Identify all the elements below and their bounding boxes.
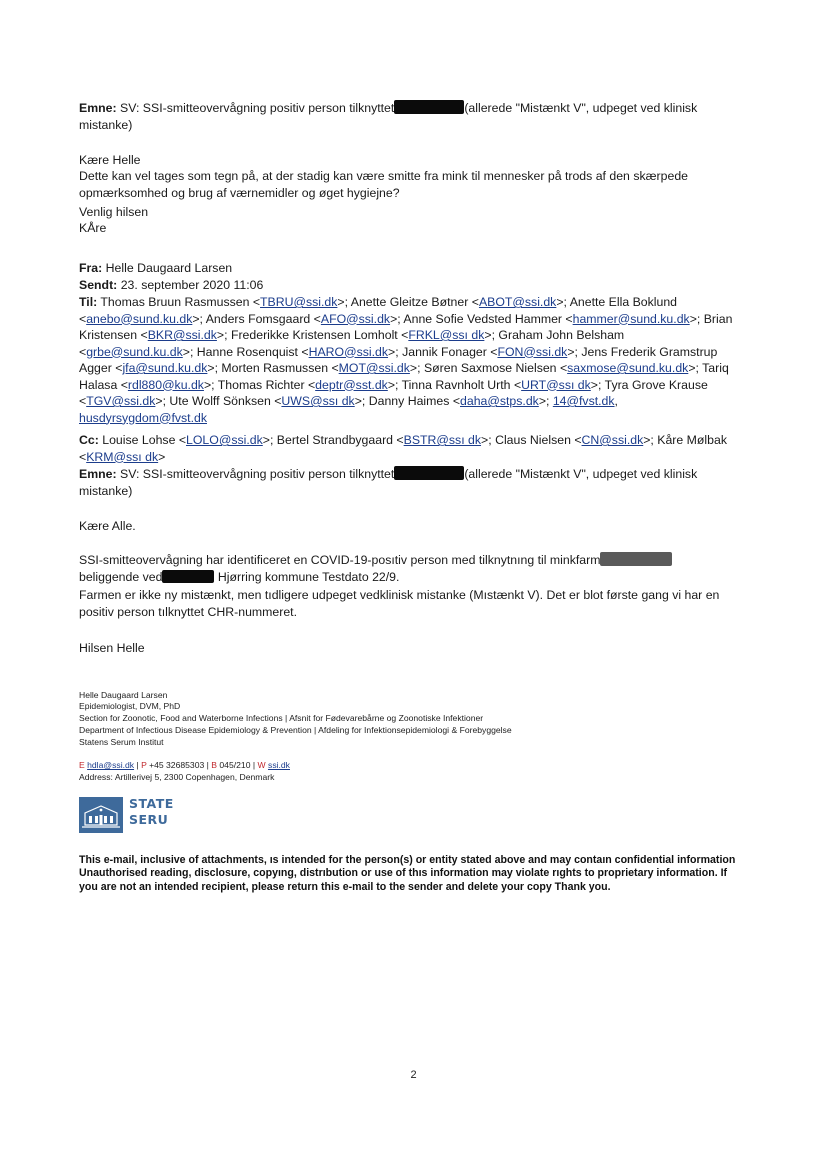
cc-recipient: Kåre Mølbak <KRM@ssı dk> xyxy=(79,433,727,464)
recipient-email-link[interactable]: 14@fvst.dk xyxy=(552,394,615,408)
email-label: E xyxy=(79,760,85,770)
signature-department: Department of Infectious Disease Epidemiology & Prevention | Afdeling for Infektionsepidemiologi & Forebyggelse xyxy=(79,725,512,735)
to-recipient: Morten Rasmussen <MOT@ssi.dk> xyxy=(221,361,418,375)
to-recipient: Anette Gleitze Bøtner <ABOT@ssi.dk> xyxy=(350,295,564,309)
to-recipient: Hanne Rosenquist <HARO@ssi.dk> xyxy=(196,344,396,359)
first-email-subject xyxy=(79,100,739,133)
recipient-email-link[interactable]: FON@ssi.dk xyxy=(497,344,568,359)
recipient-name: Morten Rasmussen xyxy=(221,361,329,375)
to-recipient: Anders Fomsgaard <AFO@ssi.dk> xyxy=(205,311,398,326)
recipient-name: Tariq Halasa xyxy=(79,361,729,392)
recipient-name: Anette Gleitze Bøtner xyxy=(350,295,469,309)
recipient-name: Tinna Ravnholt Urth xyxy=(401,377,511,392)
recipient-email-link[interactable]: URT@ssı dk xyxy=(521,377,591,392)
institute-building-icon xyxy=(79,797,123,833)
signature-section: Section for Zoonotic, Food and Waterborne Infections | Afsnit for Fødevarebårne og Zoonotiske Infektioner xyxy=(79,713,484,723)
recipient-email-link[interactable]: ABOT@ssi.dk xyxy=(478,295,557,309)
second-email-paragraph-2: Farmen er ikke ny mistænkt, men tıdligere udpeget vedklinisk mistanke (Mıstænkt V). Det er blot første gang vi har en positiv person tılknyttet CHR-nummeret. xyxy=(79,588,720,619)
redaction-bar xyxy=(600,552,672,566)
subject-label: Emne: xyxy=(79,101,117,115)
to-recipient: Anne Sofie Vedsted Hammer <hammer@sund.ku.dk> xyxy=(403,311,697,326)
cc-label: Cc: xyxy=(79,433,99,447)
recipient-name: Claus Nielsen xyxy=(495,433,571,447)
to-recipient: Jannik Fonager <FON@ssi.dk> xyxy=(402,344,575,359)
recipient-name: Frederikke Kristensen Lomholt xyxy=(230,328,398,342)
recipient-email-link[interactable]: daha@stps.dk xyxy=(460,394,539,408)
to-recipient: Thomas Richter <deptr@sst.dk> xyxy=(217,377,395,392)
header-sent xyxy=(79,277,739,294)
web-label: W xyxy=(257,760,266,770)
recipient-name: Brian Kristensen xyxy=(79,311,733,342)
header-subject xyxy=(79,466,739,499)
para1-text-a: SSI-smitteovervågning har identificeret en COVID-19-posıtiv person med tilknytnıng til minkfarm xyxy=(79,553,601,567)
recipient-email-link[interactable]: hammer@sund.ku.dk xyxy=(572,311,690,326)
signature-phone: +45 32685303 xyxy=(149,760,205,770)
subject-label: Emne: xyxy=(79,467,117,481)
signature-email-link[interactable]: hdla@ssi.dk xyxy=(87,760,135,770)
signature-web-link[interactable]: ssi.dk xyxy=(268,760,290,770)
subject-text-post: (allerede "Mistænkt V", udpeget ved klinisk mistanke) xyxy=(79,467,698,498)
cc-recipient: Claus Nielsen <CN@ssi.dk> xyxy=(495,433,651,447)
ssi-logo xyxy=(79,795,199,837)
subject-text-pre: SV: SSI-smitteovervågning positiv person tilknyttet xyxy=(120,467,395,481)
second-email-greeting: Kære Alle. xyxy=(79,519,136,533)
para1-text-b: beliggende ved xyxy=(79,569,163,584)
recipient-email-link[interactable]: jfa@sund.ku.dk xyxy=(122,361,208,375)
recipient-email-link[interactable]: MOT@ssi.dk xyxy=(338,361,410,375)
signature-contact-line: E hdla@ssi.dk | P +45 32685303 | B 045/210 | W ssi.dk xyxy=(79,760,290,770)
to-recipient: Brian Kristensen <BKR@ssi.dk> xyxy=(79,311,733,342)
recipient-name: Anne Sofie Vedsted Hammer xyxy=(403,311,563,326)
to-recipient: Jens Frederik Gramstrup Agger <jfa@sund.ku.dk> xyxy=(79,344,718,375)
to-recipient: Graham John Belsham <grbe@sund.ku.dk> xyxy=(79,328,625,359)
second-email-paragraph-1 xyxy=(79,552,739,585)
recipient-email-link[interactable]: FRKL@ssı dk xyxy=(408,328,485,342)
sent-value: 23. september 2020 11:06 xyxy=(120,278,264,292)
header-cc xyxy=(79,432,739,465)
phone-label: P xyxy=(141,760,147,770)
cc-recipient-list: Louise Lohse <LOLO@ssi.dk>; Bertel Strandbygaard <BSTR@ssı dk>; Claus Nielsen <CN@ssi.dk>; Kåre Mølbak <KRM@ssı dk> xyxy=(79,433,727,464)
header-to xyxy=(79,294,739,426)
header-from xyxy=(79,260,739,277)
first-email-greeting: Kære Helle xyxy=(79,153,141,167)
recipient-name: Jannik Fonager xyxy=(402,344,487,359)
to-recipient: Tariq Halasa <rdl880@ku.dk> xyxy=(79,361,729,392)
to-recipient: Ute Wolff Sönksen <UWS@ssı dk> xyxy=(169,394,362,408)
page-number: 2 xyxy=(410,1069,417,1081)
signature-building: 045/210 xyxy=(219,760,251,770)
recipient-email-link[interactable]: KRM@ssı dk xyxy=(86,449,159,464)
to-recipient: Frederikke Kristensen Lomholt <FRKL@ssı dk> xyxy=(230,328,492,342)
recipient-name: Anette Ella Boklund xyxy=(569,295,678,309)
building-label: B xyxy=(211,760,218,770)
cc-recipient: Louise Lohse <LOLO@ssi.dk> xyxy=(102,433,270,447)
recipient-email-link[interactable]: BSTR@ssı dk xyxy=(403,433,482,447)
recipient-email-link[interactable]: anebo@sund.ku.dk xyxy=(86,311,193,326)
signature-name: Helle Daugaard Larsen xyxy=(79,690,168,700)
from-value: Helle Daugaard Larsen xyxy=(105,261,233,275)
recipient-name: Danny Haimes xyxy=(368,394,450,408)
logo-text-line-2: SERU xyxy=(129,812,169,827)
logo-text-line-1: STATE xyxy=(129,796,174,811)
recipient-email-link[interactable]: TBRU@ssi.dk xyxy=(260,295,338,309)
second-email-closing: Hilsen Helle xyxy=(79,641,145,655)
to-recipient: Søren Saxmose Nielsen <saxmose@sund.ku.dk> xyxy=(423,361,696,375)
first-email-body: Dette kan vel tages som tegn på, at der stadig kan være smitte fra mink til mennesker på trods af den skærpede opmærksomhed og brug af værnemidler og øget hygiejne? xyxy=(79,169,688,200)
redaction-bar xyxy=(162,570,214,583)
legal-disclaimer: This e-mail, inclusive of attachments, ıs intended for the person(s) or entity stated above and may contaın confidential information Unauthorised reading, disclosure, copyıng, distrıbution or use of thıs information may violate rıghts to proprietary information. If you are not an intended recipient, please return this e-mail to the sender and delete your copy Thank you. xyxy=(79,854,736,893)
recipient-name: Graham John Belsham xyxy=(498,328,625,342)
recipient-email-link[interactable]: HARO@ssi.dk xyxy=(308,344,389,359)
redaction-bar xyxy=(394,100,464,114)
recipient-name: Kåre Mølbak xyxy=(657,433,727,447)
to-recipient-list: Thomas Bruun Rasmussen <TBRU@ssi.dk>; Anette Gleitze Bøtner <ABOT@ssi.dk>; Anette Ella Boklund <anebo@sund.ku.dk>; Anders Fomsgaard <AFO@ssi.dk>; Anne Sofie Vedsted Hammer <hammer@sund.ku.dk>; Brian Kristensen <BKR@ssi.dk>; Frederikke Kristensen Lomholt <FRKL@ssı dk>; Graham John Belsham <grbe@sund.ku.dk>; Hanne Rosenquist <HARO@ssi.dk>; Jannik Fonager <FON@ssi.dk>; Jens Frederik Gramstrup Agger <jfa@sund.ku.dk>; Morten Rasmussen <MOT@ssi.dk>; Søren Saxmose Nielsen <saxmose@sund.ku.dk>; Tariq Halasa <rdl880@ku.dk>; Thomas Richter <deptr@sst.dk>; Tinna Ravnholt Urth <URT@ssı dk>; Tyra Grove Krause <TGV@ssi.dk>; Ute Wolff Sönksen <UWS@ssı dk>; Danny Haimes <daha@stps.dk>; 14@fvst.dk, husdyrsygdom@fvst.dk xyxy=(79,295,733,425)
recipient-name: Tyra Grove Krause xyxy=(604,377,708,392)
from-label: Fra: xyxy=(79,261,103,275)
first-email-sender: KÅre xyxy=(79,221,107,235)
signature-title: Epidemiologist, DVM, PhD xyxy=(79,701,181,711)
recipient-email-link[interactable]: saxmose@sund.ku.dk xyxy=(567,361,689,375)
recipient-name: Bertel Strandbygaard xyxy=(276,433,394,447)
sent-label: Sendt: xyxy=(79,278,118,292)
recipient-name: Jens Frederik Gramstrup Agger xyxy=(79,344,718,375)
recipient-email-link[interactable]: AFO@ssi.dk xyxy=(320,311,391,326)
recipient-name: Søren Saxmose Nielsen xyxy=(423,361,557,375)
recipient-email-link[interactable]: LOLO@ssi.dk xyxy=(186,433,263,447)
to-recipient: Danny Haimes <daha@stps.dk> xyxy=(368,394,546,408)
redaction-bar xyxy=(394,466,464,480)
para1-text-c: Hjørring kommune Testdato 22/9. xyxy=(217,569,400,584)
recipient-email-link[interactable]: TGV@ssi.dk xyxy=(86,394,156,408)
cc-recipient: Bertel Strandbygaard <BSTR@ssı dk> xyxy=(276,433,489,447)
recipient-email-link[interactable]: BKR@ssi.dk xyxy=(147,328,217,342)
recipient-email-link[interactable]: deptr@sst.dk xyxy=(315,377,388,392)
to-recipient: Tinna Ravnholt Urth <URT@ssı dk> xyxy=(401,377,598,392)
to-recipient: Anette Ella Boklund <anebo@sund.ku.dk> xyxy=(79,295,678,326)
to-recipient: Tyra Grove Krause <TGV@ssi.dk> xyxy=(79,377,708,408)
recipient-email-link[interactable]: grbe@sund.ku.dk xyxy=(86,344,183,359)
subject-text-post: (allerede "Mistænkt V", udpeget ved klinisk mistanke) xyxy=(79,101,698,132)
subject-text-pre: SV: SSI-smitteovervågning positiv person tilknyttet xyxy=(120,101,395,115)
recipient-name: Thomas Bruun Rasmussen xyxy=(100,295,250,309)
to-recipient: Thomas Bruun Rasmussen <TBRU@ssi.dk> xyxy=(100,295,345,309)
recipient-name: Thomas Richter xyxy=(217,377,305,392)
recipient-name: Ute Wolff Sönksen xyxy=(169,394,271,408)
recipient-email-link[interactable]: husdyrsygdom@fvst.dk xyxy=(79,410,207,425)
recipient-name: Hanne Rosenquist xyxy=(196,344,298,359)
recipient-name: Anders Fomsgaard xyxy=(205,311,311,326)
recipient-name: Louise Lohse xyxy=(102,433,176,447)
first-email-closing: Venlig hilsen xyxy=(79,205,149,219)
signature-institute: Statens Serum Institut xyxy=(79,737,164,747)
recipient-email-link[interactable]: CN@ssi.dk xyxy=(581,433,644,447)
to-label: Til: xyxy=(79,295,98,309)
signature-address: Address: Artillerivej 5, 2300 Copenhagen, Denmark xyxy=(79,772,275,782)
recipient-email-link[interactable]: rdl880@ku.dk xyxy=(127,377,204,392)
recipient-email-link[interactable]: UWS@ssı dk xyxy=(281,394,355,408)
